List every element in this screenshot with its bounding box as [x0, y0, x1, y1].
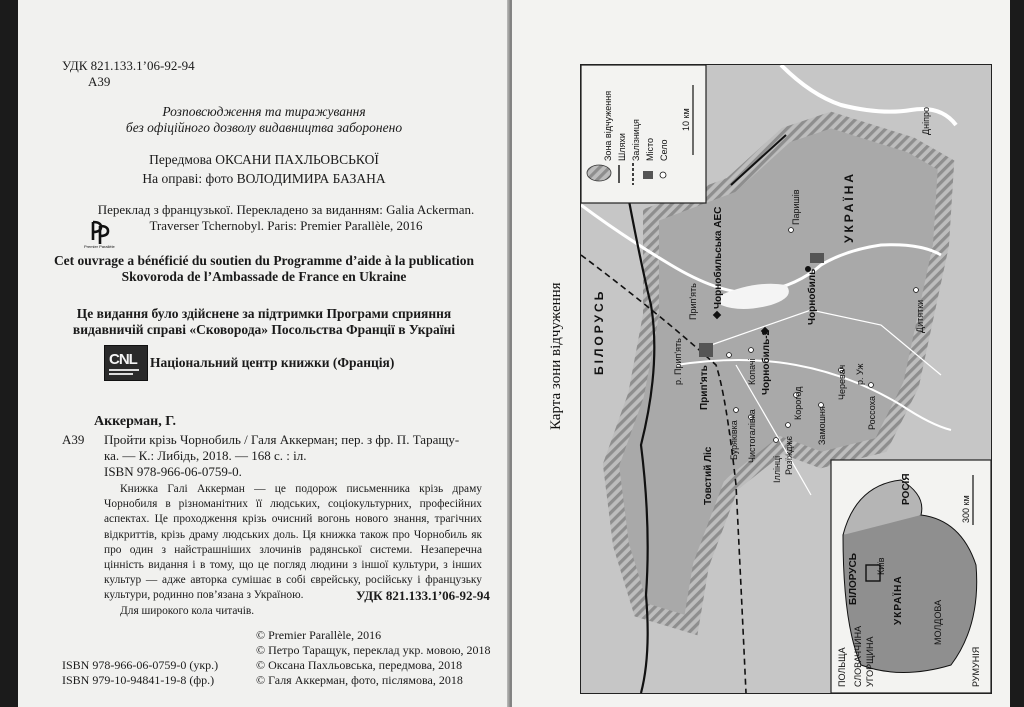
legend [581, 65, 706, 203]
label-rososkha: Россоха [867, 395, 877, 430]
annotation-readers: Для широкого кола читачів. [120, 604, 255, 617]
annotation-text: Книжка Галі Аккерман — це подорож письменника крізь драму Чорнобиля в різноманітних її людських, соціокультурних, професійних аспектах. Це проходження крізь очисний вогонь нового знання, трагічних відкриттів, крізь драму людських доль. Ця книжка також про Чорнобиль як про один з найстрашніших злочинів радянської системи. Незаперечна цінність видання і в тому, що це погляд людини з іншої культури, з інших культур — адже авторка сумішає в собі єврейську, російську і французьку культури, родинно пов’язана з Україною. [104, 483, 482, 602]
ukr-support-line-2: видавничій справі «Сковорода» Посольства Франції в Україні [72, 322, 456, 337]
legend-village: Село [659, 139, 669, 161]
inset-ukraine [843, 514, 977, 672]
cover-photo: На оправі: фото ВОЛОДИМИРА БАЗАНА [142, 171, 386, 186]
label-paryshiv: Паришів [791, 189, 801, 225]
inset-ukraine: УКРАЇНА [893, 575, 904, 625]
right-page [512, 0, 1010, 707]
exclusion-zone-map [580, 64, 992, 694]
label-chornobyl2: Чорнобиль-2 [761, 329, 772, 395]
legend-scale: 10 км [681, 108, 691, 131]
biblio-line-1: Пройти крізь Чорнобиль / Галя Аккерман; пер. з фр. П. Таращу- [104, 432, 460, 447]
copyright-3: © Оксана Пахльовська, передмова, 2018 [256, 658, 463, 672]
inset-moldova: МОЛДОВА [933, 599, 943, 645]
label-npp: Чорнобильська АЕС [713, 206, 724, 309]
french-support-line-2: Skovoroda de l’Ambassade de France en Ukraine [121, 269, 407, 284]
restriction-line-2: без офіційного дозволу видавництва заборонено [125, 120, 403, 135]
label-chystohalivka: Чистогалівка [747, 409, 757, 463]
legend-city: Місто [645, 137, 655, 161]
publisher-logo-text: Premier Parallèle [84, 244, 115, 249]
label-dnipro: Дніпро [921, 107, 931, 135]
restriction-line-1: Розповсюдження та тиражування [162, 104, 366, 119]
french-support-line-1: Cet ouvrage a bénéficié du soutien du Programme d’aide à la publication [53, 253, 475, 268]
prypiat-city-area [699, 343, 713, 357]
inset-romania: РУМУНІЯ [971, 646, 981, 687]
inset-map [831, 460, 991, 693]
author: Аккерман, Г. [94, 414, 177, 429]
label-dytiatky: Дитятки [915, 299, 925, 333]
label-tovstyi-lis: Товстий Ліс [703, 446, 714, 505]
legend-railway: Залізниця [631, 119, 641, 161]
translation-line-1: Переклад з французької. Перекладено за виданням: Galia Ackerman. [97, 202, 475, 217]
copyright-1: © Premier Parallèle, 2016 [256, 628, 382, 642]
copyright-4: © Галя Аккерман, фото, післямова, 2018 [256, 673, 463, 687]
left-page [18, 0, 510, 707]
copyright-2: © Петро Таращук, переклад укр. мовою, 2018 [256, 643, 491, 657]
foreword: Передмова ОКСАНИ ПАХЛЬОВСЬКОЇ [149, 152, 379, 167]
label-belarus: БІЛОРУСЬ [592, 288, 606, 375]
label-illintsi: Іллінці [772, 455, 782, 483]
udk-bottom: УДК 821.133.1’06-92-94 [356, 588, 490, 603]
map-svg [581, 65, 991, 693]
isbn-fr: ISBN 979-10-94841-19-8 (фр.) [62, 673, 215, 687]
ukr-support-line-1: Це видання було здійснене за підтримки Програми сприяння [76, 306, 452, 321]
label-cherevach: Черевач [837, 364, 847, 400]
cnl-text: Національний центр книжки (Франція) [150, 355, 395, 370]
label-zamoshnia: Замошня [817, 406, 827, 445]
map-title: Карта зони відчуження [548, 282, 564, 430]
biblio-line-2: ка. — К.: Либідь, 2018. — 168 с. : іл. [104, 448, 307, 463]
label-prypiat-small: р. Прип'ять [673, 338, 683, 385]
label-prypiat-city: Прип'ять [699, 365, 710, 410]
inset-slovakia: СЛОВАЧЧИНА [853, 625, 863, 687]
label-buriakivka: Буряківка [729, 420, 739, 460]
label-chornobyl: Чорнобиль [807, 268, 818, 325]
legend-roads: Шляхи [617, 133, 627, 161]
label-rozizhdzhe: Розїжджє [784, 435, 794, 475]
label-ukraine: УКРАЇНА [842, 170, 856, 243]
inset-hungary: УГОРЩИНА [865, 636, 875, 687]
inset-russia: РОСІЯ [901, 473, 912, 505]
inset-scale: 300 км [961, 495, 971, 523]
label-prypiat-river: Прип'ять [688, 283, 698, 320]
cnl-logo [104, 345, 148, 381]
cnl-logo-text: CNL [109, 351, 137, 368]
translation-line-2: Traverser Tchernobyl. Paris: Premier Parallèle, 2016 [149, 218, 423, 233]
isbn-ukr: ISBN 978-966-06-0759-0 (укр.) [62, 658, 219, 672]
inset-belarus: БІЛОРУСЬ [848, 553, 859, 605]
isbn-main: ISBN 978-966-06-0759-0. [104, 464, 242, 479]
chornobyl-city-area [810, 253, 824, 263]
label-korohod: Корогод [793, 386, 803, 420]
inset-poland: ПОЛЬЩА [837, 647, 847, 687]
publisher-logo [86, 218, 116, 254]
legend-zone: Зона відчуження [603, 90, 613, 161]
code-biblio: А39 [62, 432, 85, 447]
inset-kyiv: Київ [876, 557, 886, 575]
code-top: А39 [88, 74, 111, 89]
label-kopachi: Копачі [747, 358, 757, 385]
udk-top: УДК 821.133.1’06-92-94 [62, 58, 195, 73]
label-uzh-river: р. Уж [855, 363, 865, 385]
